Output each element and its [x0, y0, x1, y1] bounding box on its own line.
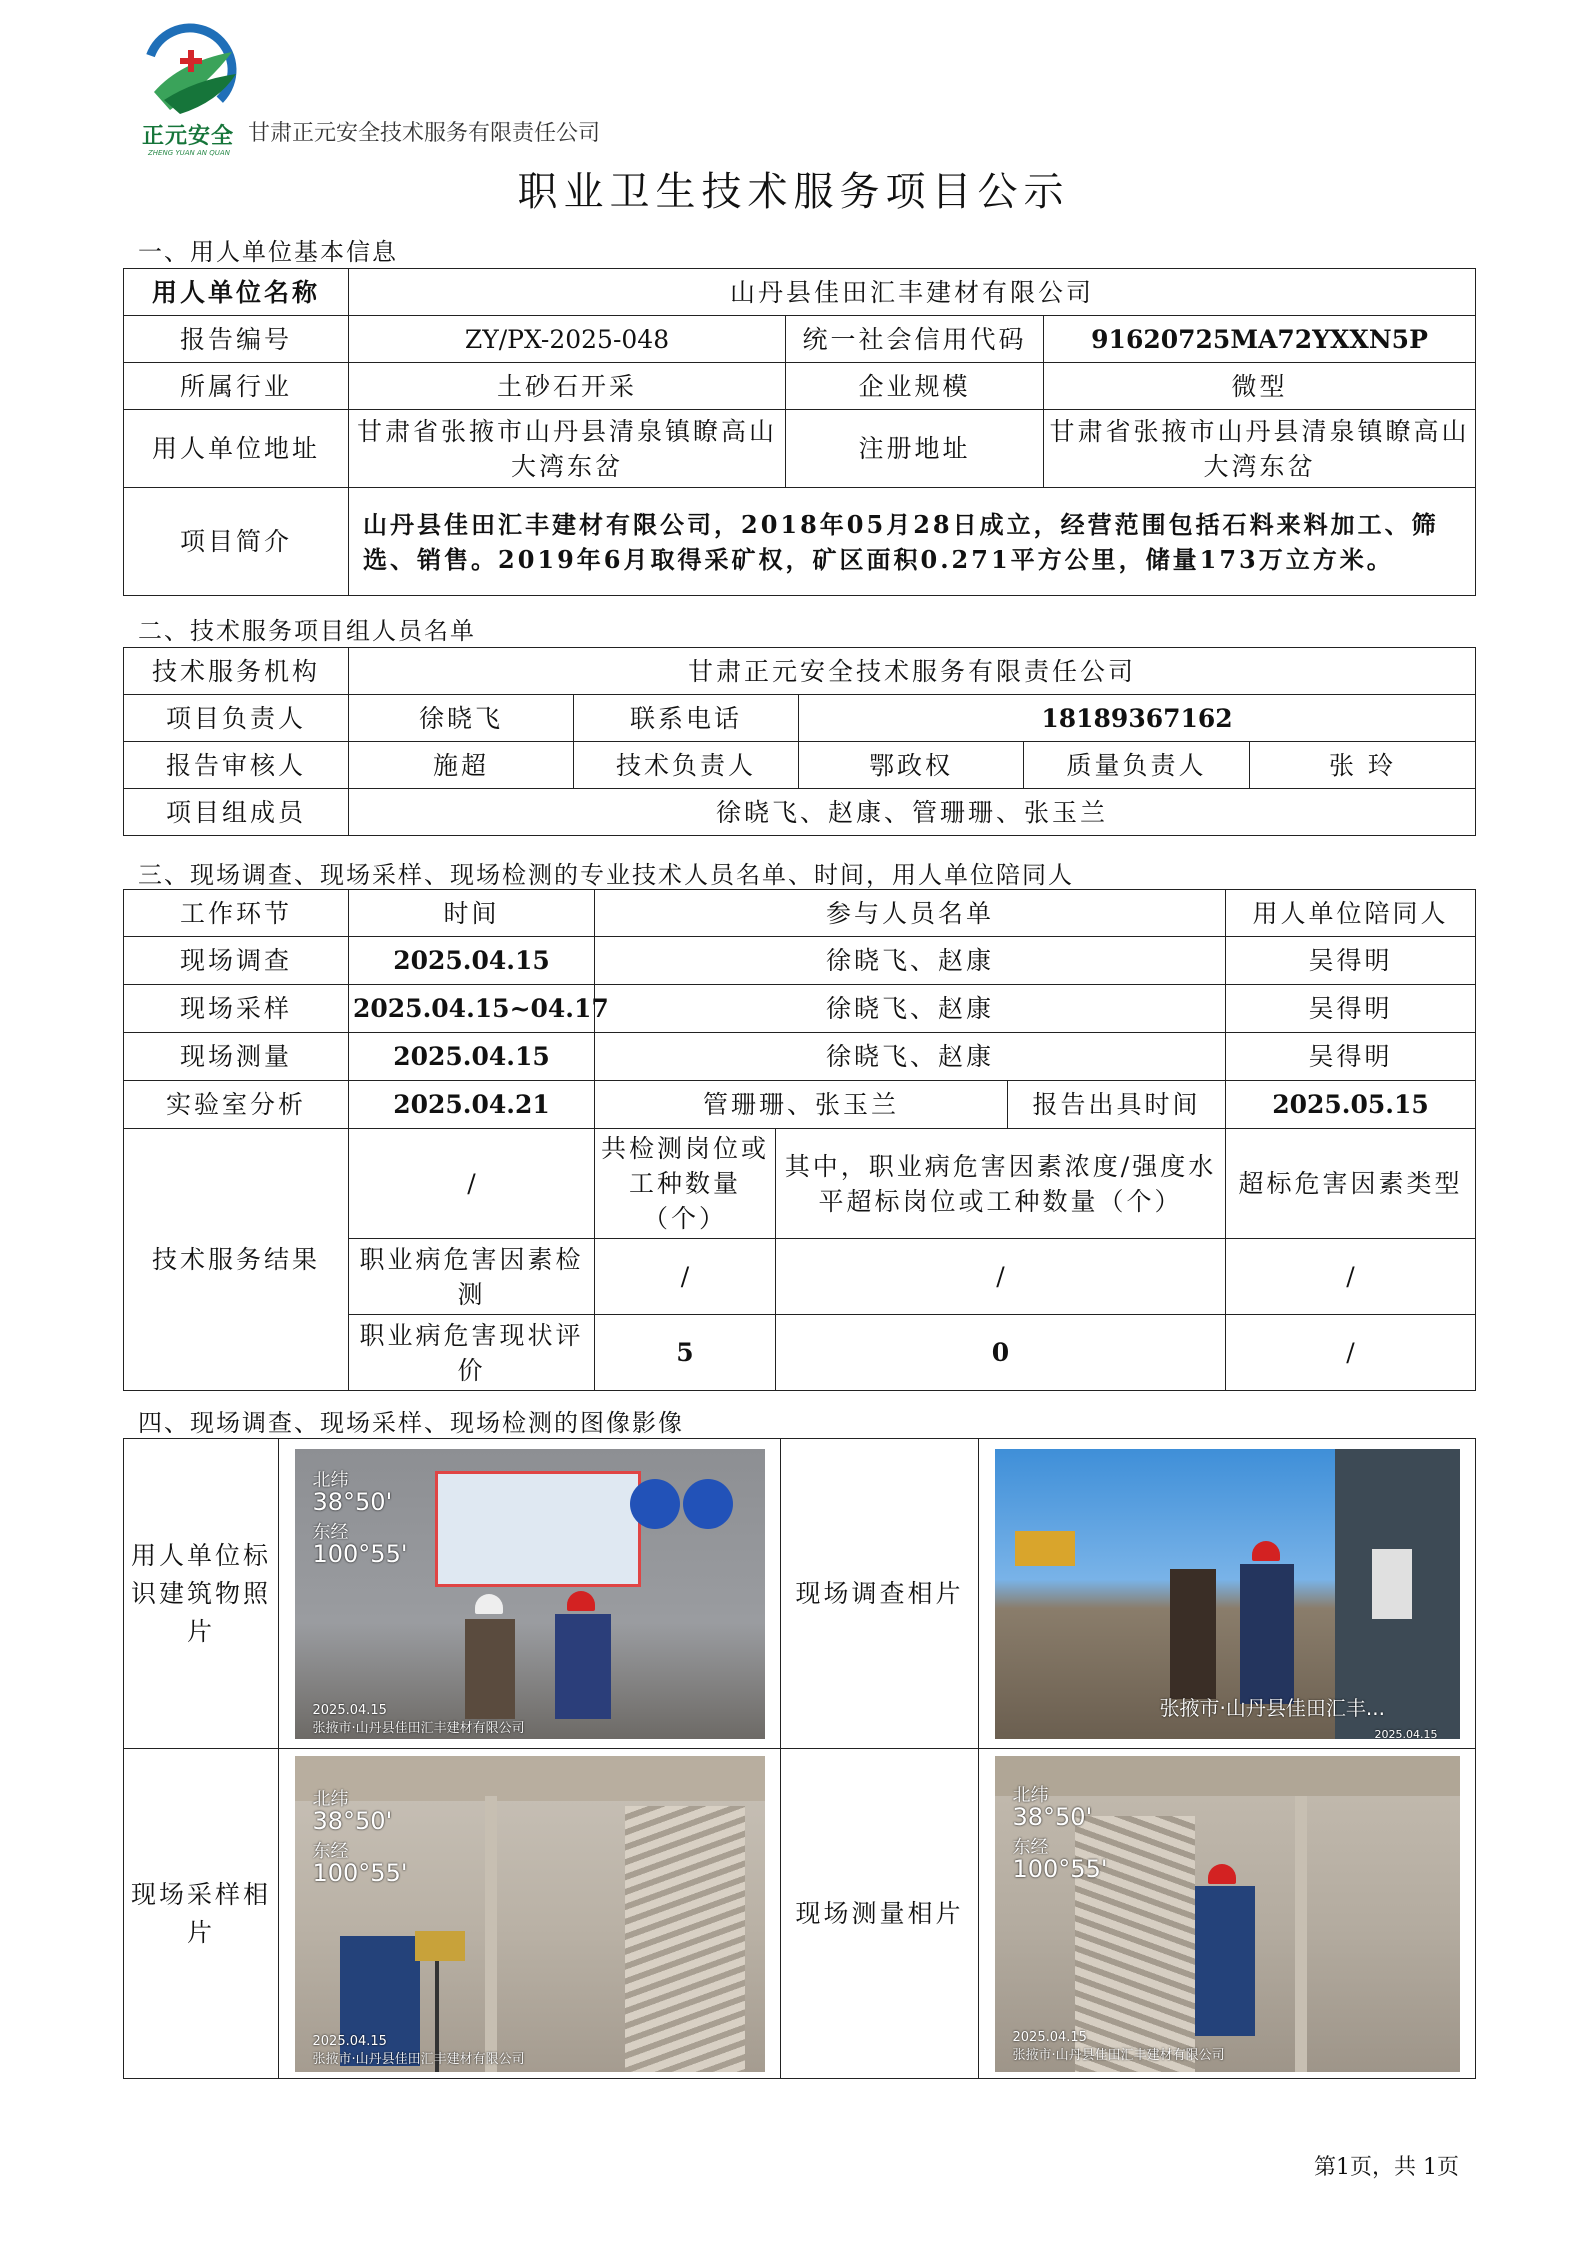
quality-value: 张 玲 — [1250, 742, 1476, 789]
industry-value: 土砂石开采 — [349, 363, 786, 410]
result-head-exceed: 其中，职业病危害因素浓度/强度水平超标岗位或工种数量（个） — [776, 1129, 1226, 1239]
result-exceed: / — [776, 1239, 1226, 1315]
logo-subtitle: ZHENG YUAN AN QUAN — [148, 149, 230, 157]
basic-info-table — [123, 268, 1476, 596]
people-cell: 徐晓飞、赵康 — [595, 937, 1226, 985]
stage-cell: 现场采样 — [124, 985, 349, 1033]
lab-people: 管珊珊、张玉兰 — [595, 1081, 1008, 1129]
measure-photo-label: 现场测量相片 — [781, 1749, 979, 2079]
lab-time: 2025.04.21 — [349, 1081, 595, 1129]
result-item: 职业病危害现状评价 — [349, 1315, 595, 1391]
photo-place: 张掖市·山丹县佳田汇丰建材有限公司 — [312, 2051, 525, 2067]
credit-code-label: 统一社会信用代码 — [786, 316, 1044, 363]
members-label: 项目组成员 — [124, 789, 349, 836]
result-head-count: 共检测岗位或工种数量（个） — [595, 1129, 776, 1239]
col-people: 参与人员名单 — [595, 890, 1226, 937]
org-label: 技术服务机构 — [124, 648, 349, 695]
reviewer-value: 施超 — [349, 742, 574, 789]
col-escort: 用人单位陪同人 — [1226, 890, 1476, 937]
credit-code-value: 91620725MA72YXXN5P — [1044, 316, 1476, 363]
photo-date: 2025.04.15 — [312, 1702, 387, 1718]
result-type: / — [1226, 1315, 1476, 1391]
reg-address-label: 注册地址 — [786, 410, 1044, 488]
result-head-type: 超标危害因素类型 — [1226, 1129, 1476, 1239]
photo-place-short: 张掖市·山丹县佳田汇丰... — [1159, 1695, 1385, 1720]
page-title: 职业卫生技术服务项目公示 — [517, 169, 1070, 215]
photo-lat-label: 北纬 — [312, 1788, 349, 1810]
report-no-value: ZY/PX-2025-048 — [349, 316, 786, 363]
phone-label: 联系电话 — [574, 695, 799, 742]
escort-cell: 吴得明 — [1226, 985, 1476, 1033]
result-item: 职业病危害因素检测 — [349, 1239, 595, 1315]
photo-lat: 38°50' — [1012, 1802, 1093, 1831]
page-footer: 第1页，共 1页 — [1314, 2155, 1459, 2180]
address-label: 用人单位地址 — [124, 410, 349, 488]
fieldwork-table — [123, 889, 1476, 1391]
reg-address-value: 甘肃省张掖市山丹县清泉镇瞭高山大湾东岔 — [1044, 410, 1476, 488]
photo-lon: 100°55' — [312, 1858, 408, 1887]
sampling-photo-label: 现场采样相片 — [124, 1749, 279, 2079]
header-company-name: 甘肃正元安全技术服务有限责任公司 — [248, 121, 601, 146]
photo-lon: 100°55' — [1012, 1854, 1108, 1883]
report-no-label: 报告编号 — [124, 316, 349, 363]
people-cell: 徐晓飞、赵康 — [595, 1033, 1226, 1081]
tech-lead-label: 技术负责人 — [574, 742, 799, 789]
logo-wordmark: 正元安全 — [142, 124, 235, 149]
table-row — [124, 1033, 1476, 1081]
measure-photo — [995, 1756, 1460, 2072]
address-value: 甘肃省张掖市山丹县清泉镇瞭高山大湾东岔 — [349, 410, 786, 488]
section3-heading: 三、现场调查、现场采样、现场检测的专业技术人员名单、时间，用人单位陪同人 — [138, 861, 1074, 889]
col-stage: 工作环节 — [124, 890, 349, 937]
photo-lon-label: 东经 — [312, 1840, 349, 1862]
result-label: 技术服务结果 — [124, 1129, 349, 1391]
photo-lat-label: 北纬 — [1012, 1784, 1049, 1806]
table-row — [124, 985, 1476, 1033]
lead-value: 徐晓飞 — [349, 695, 574, 742]
survey-photo — [995, 1449, 1460, 1739]
photo-place: 张掖市·山丹县佳田汇丰建材有限公司 — [1012, 2047, 1225, 2063]
intro-label: 项目简介 — [124, 488, 349, 596]
sampling-photo — [295, 1756, 765, 2072]
issue-label: 报告出具时间 — [1008, 1081, 1226, 1129]
people-cell: 徐晓飞、赵康 — [595, 985, 1226, 1033]
name-value: 山丹县佳田汇丰建材有限公司 — [349, 269, 1476, 316]
photo-date: 2025.04.15 — [312, 2033, 387, 2049]
phone-value: 18189367162 — [799, 695, 1476, 742]
table-row — [124, 937, 1476, 985]
building-photo-label: 用人单位标识建筑物照片 — [124, 1439, 279, 1749]
tech-lead-value: 鄂政权 — [799, 742, 1024, 789]
result-head-blank: / — [349, 1129, 595, 1239]
col-time: 时间 — [349, 890, 595, 937]
escort-cell: 吴得明 — [1226, 1033, 1476, 1081]
escort-cell: 吴得明 — [1226, 937, 1476, 985]
time-cell: 2025.04.15 — [349, 937, 595, 985]
photo-lon-label: 东经 — [312, 1521, 349, 1543]
survey-photo-label: 现场调查相片 — [781, 1439, 979, 1749]
time-cell: 2025.04.15 — [349, 1033, 595, 1081]
photo-lat-label: 北纬 — [312, 1469, 349, 1491]
section1-heading: 一、用人单位基本信息 — [138, 238, 398, 266]
industry-label: 所属行业 — [124, 363, 349, 410]
photo-place: 张掖市·山丹县佳田汇丰建材有限公司 — [312, 1720, 525, 1736]
photo-lat: 38°50' — [312, 1806, 393, 1835]
scale-value: 微型 — [1044, 363, 1476, 410]
team-table — [123, 647, 1476, 836]
name-label: 用人单位名称 — [124, 269, 349, 316]
photo-table — [123, 1438, 1476, 2079]
photo-date: 2025.04.15 — [1374, 1727, 1438, 1739]
lab-label: 实验室分析 — [124, 1081, 349, 1129]
result-count: / — [595, 1239, 776, 1315]
result-type: / — [1226, 1239, 1476, 1315]
intro-value: 山丹县佳田汇丰建材有限公司，2018年05月28日成立，经营范围包括石料来料加工、筛选、销售。2019年6月取得采矿权，矿区面积0.271平方公里，储量173万立方米。 — [349, 488, 1476, 596]
members-value: 徐晓飞、赵康、管珊珊、张玉兰 — [349, 789, 1476, 836]
result-count: 5 — [595, 1315, 776, 1391]
stage-cell: 现场测量 — [124, 1033, 349, 1081]
photo-lon-label: 东经 — [1012, 1836, 1049, 1858]
scale-label: 企业规模 — [786, 363, 1044, 410]
result-exceed: 0 — [776, 1315, 1226, 1391]
photo-lon: 100°55' — [312, 1539, 408, 1568]
issue-time: 2025.05.15 — [1226, 1081, 1476, 1129]
quality-label: 质量负责人 — [1024, 742, 1250, 789]
org-value: 甘肃正元安全技术服务有限责任公司 — [349, 648, 1476, 695]
building-photo — [295, 1449, 765, 1739]
photo-lat: 38°50' — [312, 1487, 393, 1516]
section4-heading: 四、现场调查、现场采样、现场检测的图像影像 — [138, 1409, 684, 1437]
time-cell: 2025.04.15~04.17 — [349, 985, 595, 1033]
section2-heading: 二、技术服务项目组人员名单 — [138, 617, 476, 645]
lead-label: 项目负责人 — [124, 695, 349, 742]
photo-date: 2025.04.15 — [1012, 2029, 1087, 2045]
stage-cell: 现场调查 — [124, 937, 349, 985]
reviewer-label: 报告审核人 — [124, 742, 349, 789]
